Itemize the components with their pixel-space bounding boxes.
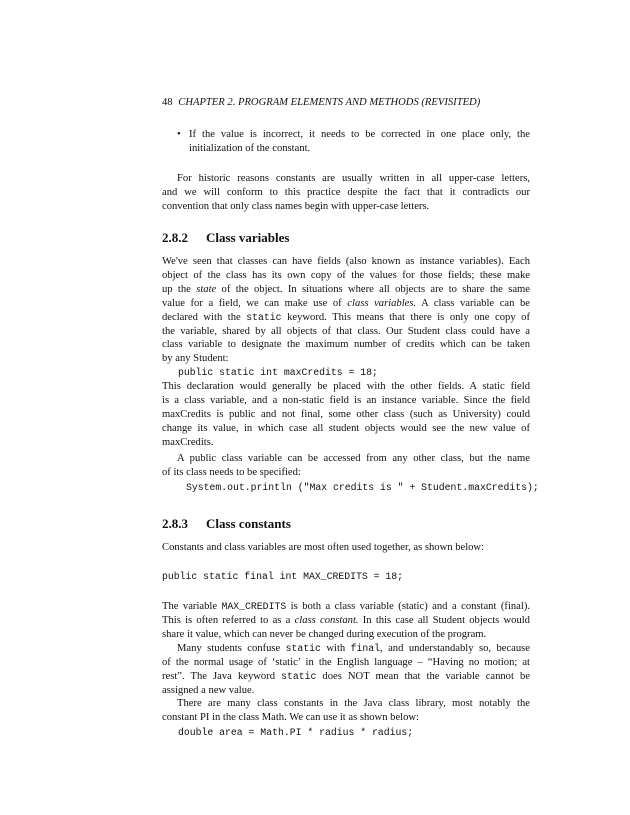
- text-line: Many students confuse static with final, and understandably so, because: [177, 643, 530, 654]
- text-line: assigned a new value.: [162, 684, 255, 696]
- running-title: CHAPTER 2. PROGRAM ELEMENTS AND METHODS (REVISITED): [178, 97, 481, 108]
- bullet-symbol: •: [177, 129, 181, 140]
- paragraph-public-class-variable: [162, 452, 530, 480]
- inline-code-max-credits: MAX_CREDITS: [221, 601, 287, 612]
- text-line: There are many class constants in the Java class library, most notably the: [177, 698, 530, 709]
- text-line: of its class needs to be specified:: [162, 466, 301, 478]
- text-line: maxCredits is public and not final, some other class (such as University) could: [162, 408, 530, 420]
- text-line: For historic reasons constants are usually written in all upper-case letters,: [177, 173, 530, 184]
- code-line: public static final int MAX_CREDITS = 18;: [162, 571, 404, 582]
- section-heading-2-8-2: [162, 229, 289, 247]
- text-line: is a class variable, and a non-static field is an instance variable. Since the field: [162, 394, 530, 406]
- text-line: and we will conform to this practice despite the fact that it contradicts our: [162, 186, 530, 198]
- text-line: up the state of the object. In situations where all objects are to share the same: [162, 283, 530, 295]
- text-line: We've seen that classes can have fields (also known as instance variables). Each: [162, 256, 530, 267]
- bullet-item: [177, 128, 530, 156]
- text-line: This declaration would generally be placed with the other fields. A static field: [162, 381, 530, 392]
- paragraph-class-library: [162, 697, 530, 725]
- text-line: by any Student:: [162, 353, 229, 365]
- code-line: double area = Math.PI * radius * radius;: [178, 727, 414, 738]
- text-line: object of the class has its own copy of the values for those fields; these make: [162, 269, 530, 281]
- paragraph-historic: [162, 172, 530, 214]
- text-line: share it value, which can never be changed during execution of the program.: [162, 628, 487, 640]
- section-number: 2.8.2: [162, 230, 188, 245]
- inline-code-final: final: [350, 643, 381, 654]
- text-line: declared with the static keyword. This means that there is only one copy of: [162, 311, 530, 323]
- text-line: class variable to designate the maximum number of credits which can be taken: [162, 339, 530, 351]
- bullet-line: If the value is incorrect, it needs to be corrected in one place only, the: [189, 129, 530, 140]
- text-line: This is often referred to as a class constant. In this case all Student objects would: [162, 614, 530, 626]
- code-line: System.out.println ("Max credits is " + Student.maxCredits);: [186, 482, 539, 493]
- text-line: rest”. The Java keyword static does NOT mean that the variable cannot be: [162, 670, 530, 682]
- text-line: value for a field, we can make use of class variables. A class variable can be: [162, 297, 530, 309]
- text-line: change its value, in which case all student objects would see the new value of: [162, 422, 530, 434]
- running-header: [162, 97, 530, 108]
- inline-code-static: static: [246, 311, 282, 323]
- section-heading-2-8-3: [162, 515, 291, 533]
- paragraph-static-field: [162, 380, 530, 450]
- paragraph-class-variables: [162, 255, 530, 366]
- paragraph-class-constant: [162, 600, 530, 642]
- text-line: The variable MAX_CREDITS is both a class variable (static) and a constant (final).: [162, 601, 531, 612]
- section-title: Class constants: [206, 516, 291, 531]
- section-number: 2.8.3: [162, 516, 188, 531]
- inline-code-static: static: [281, 670, 317, 682]
- bullet-line: initialization of the constant.: [189, 142, 311, 154]
- paragraph-static-vs-final: [162, 642, 530, 698]
- text-line: A public class variable can be accessed from any other class, but the name: [177, 453, 530, 464]
- text-line: maxCredits.: [162, 436, 214, 448]
- paragraph-constants-intro: Constants and class variables are most often used together, as shown below:: [162, 542, 485, 553]
- text-line: the variable, shared by all objects of that class. Our Student class could have a: [162, 325, 530, 337]
- page-number: 48: [162, 97, 173, 108]
- inline-code-static: static: [285, 643, 321, 654]
- code-line: public static int maxCredits = 18;: [178, 367, 378, 378]
- emphasis-class-constant: class constant.: [294, 614, 359, 626]
- section-title: Class variables: [206, 230, 290, 245]
- text-line: convention that only class names begin with upper-case letters.: [162, 200, 430, 212]
- emphasis-state: state: [196, 283, 217, 295]
- emphasis-class-variables: class variables.: [347, 297, 417, 309]
- text-line: constant PI in the class Math. We can use it as shown below:: [162, 711, 419, 723]
- text-line: of the normal usage of ‘static’ in the English language – “Having no motion; at: [162, 656, 530, 668]
